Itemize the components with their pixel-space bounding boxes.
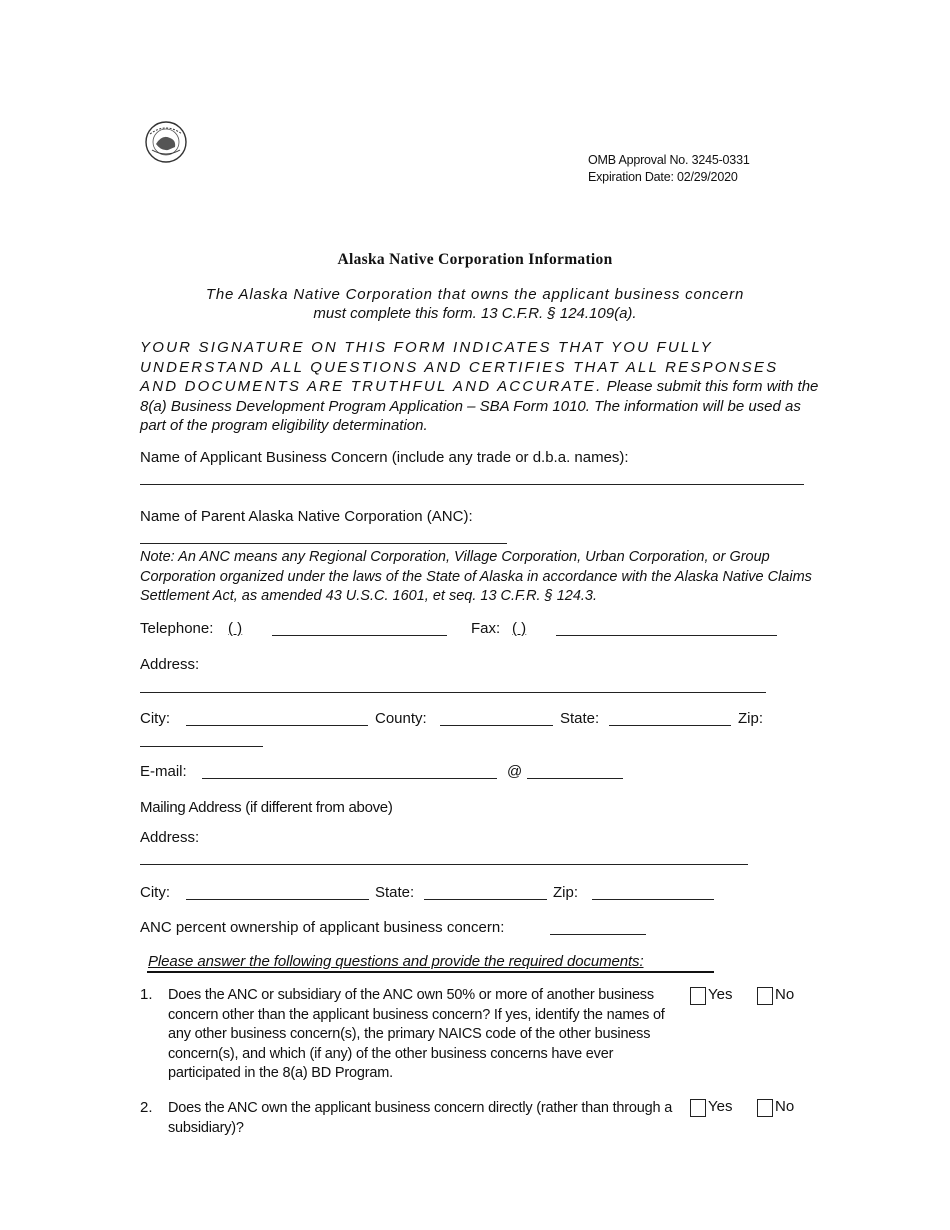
email-label: E-mail: [140,763,187,780]
question-2-no-label: No [775,1098,795,1115]
question-2-text: Does the ANC own the applicant business concern directly (rather than through a subsidiary)? [168,1100,673,1136]
form-subtitle [0,285,950,323]
city-field[interactable] [186,725,368,726]
telephone-area-code[interactable]: ( ) [228,620,243,637]
parent-anc-field[interactable] [140,543,507,544]
question-1-no-label: No [775,986,795,1003]
county-field[interactable] [440,725,553,726]
signature-warning-instructions: Please submit this form with the 8(a) Business Development Program Application – SBA Form 1010. The information will be used as part of the program eligibility determination. [140,378,819,434]
fax-field[interactable] [556,635,777,636]
question-1-text: Does the ANC or subsidiary of the ANC own 50% or more of another business concern other than the applicant business concern? If yes, identify the names of any other business concern(s), the primary NAICS code of the other business concern(s), and which (if any) of the other business concerns have ever participated in the 8(a) BD Program. [168,987,665,1081]
county-label: County: [375,710,427,727]
anc-ownership-label: ANC percent ownership of applicant business concern: [140,919,505,936]
instructions-divider [147,971,714,973]
mailing-address-heading: Mailing Address (if different from above) [140,799,393,816]
state-label: State: [560,710,600,727]
mailing-address-field[interactable] [140,864,748,865]
address-field[interactable] [140,692,766,693]
mailing-city-field[interactable] [186,899,369,900]
question-1-yes-label: Yes [708,986,733,1003]
mailing-state-label: State: [375,884,415,901]
email-domain-field[interactable] [527,778,623,779]
zip-label: Zip: [738,710,764,727]
question-1-no-checkbox[interactable] [757,987,773,1005]
mailing-state-field[interactable] [424,899,547,900]
expiration-date: Expiration Date: 02/29/2020 [588,170,738,184]
mailing-city-label: City: [140,884,170,901]
question-2-number: 2. [140,1099,153,1116]
applicant-name-field[interactable] [140,484,804,485]
subtitle-line-1: The Alaska Native Corporation that owns the applicant business concern [205,286,745,303]
question-1-yes-checkbox[interactable] [690,987,706,1005]
subtitle-line-2: must complete this form. 13 C.F.R. § 124.109(a). [313,305,637,322]
mailing-address-label: Address: [140,829,200,846]
omb-approval-number: OMB Approval No. 3245-0331 [588,153,750,167]
form-title: Alaska Native Corporation Information [337,251,613,268]
fax-area-code[interactable]: ( ) [512,620,527,637]
mailing-zip-field[interactable] [592,899,714,900]
question-1-number: 1. [140,986,153,1003]
mailing-zip-label: Zip: [553,884,579,901]
question-2-no-checkbox[interactable] [757,1099,773,1117]
telephone-label: Telephone: [140,620,214,637]
question-2-yes-checkbox[interactable] [690,1099,706,1117]
zip-field[interactable] [140,746,263,747]
email-at-sign: @ [507,763,523,780]
applicant-name-label: Name of Applicant Business Concern (include any trade or d.b.a. names): [140,449,629,466]
address-label: Address: [140,656,200,673]
signature-warning [140,338,820,436]
anc-ownership-field[interactable] [550,934,646,935]
parent-anc-label: Name of Parent Alaska Native Corporation (ANC): [140,508,473,525]
questions-instructions: Please answer the following questions and provide the required documents: [148,953,644,970]
telephone-field[interactable] [272,635,447,636]
question-2-yes-label: Yes [708,1098,733,1115]
email-user-field[interactable] [202,778,497,779]
signature-warning-caps: YOUR SIGNATURE ON THIS FORM INDICATES THAT YOU FULLY UNDERSTAND ALL QUESTIONS AND CERTIFIES THAT ALL RESPONSES AND DOCUMENTS ARE TRUTHFUL AND ACCURATE. [140,339,779,395]
city-label: City: [140,710,170,727]
state-field[interactable] [609,725,731,726]
anc-definition-note: Note: An ANC means any Regional Corporation, Village Corporation, Urban Corporation, or Group Corporation organized under the laws of the State of Alaska in accordance with the Alaska Native Claims Settlement Act, as amended 43 U.S.C. 1601, et seq. 13 C.F.R. § 124.3. [140,549,812,604]
sba-seal-logo [142,120,192,164]
omb-block [588,152,750,186]
fax-label: Fax: [471,620,501,637]
